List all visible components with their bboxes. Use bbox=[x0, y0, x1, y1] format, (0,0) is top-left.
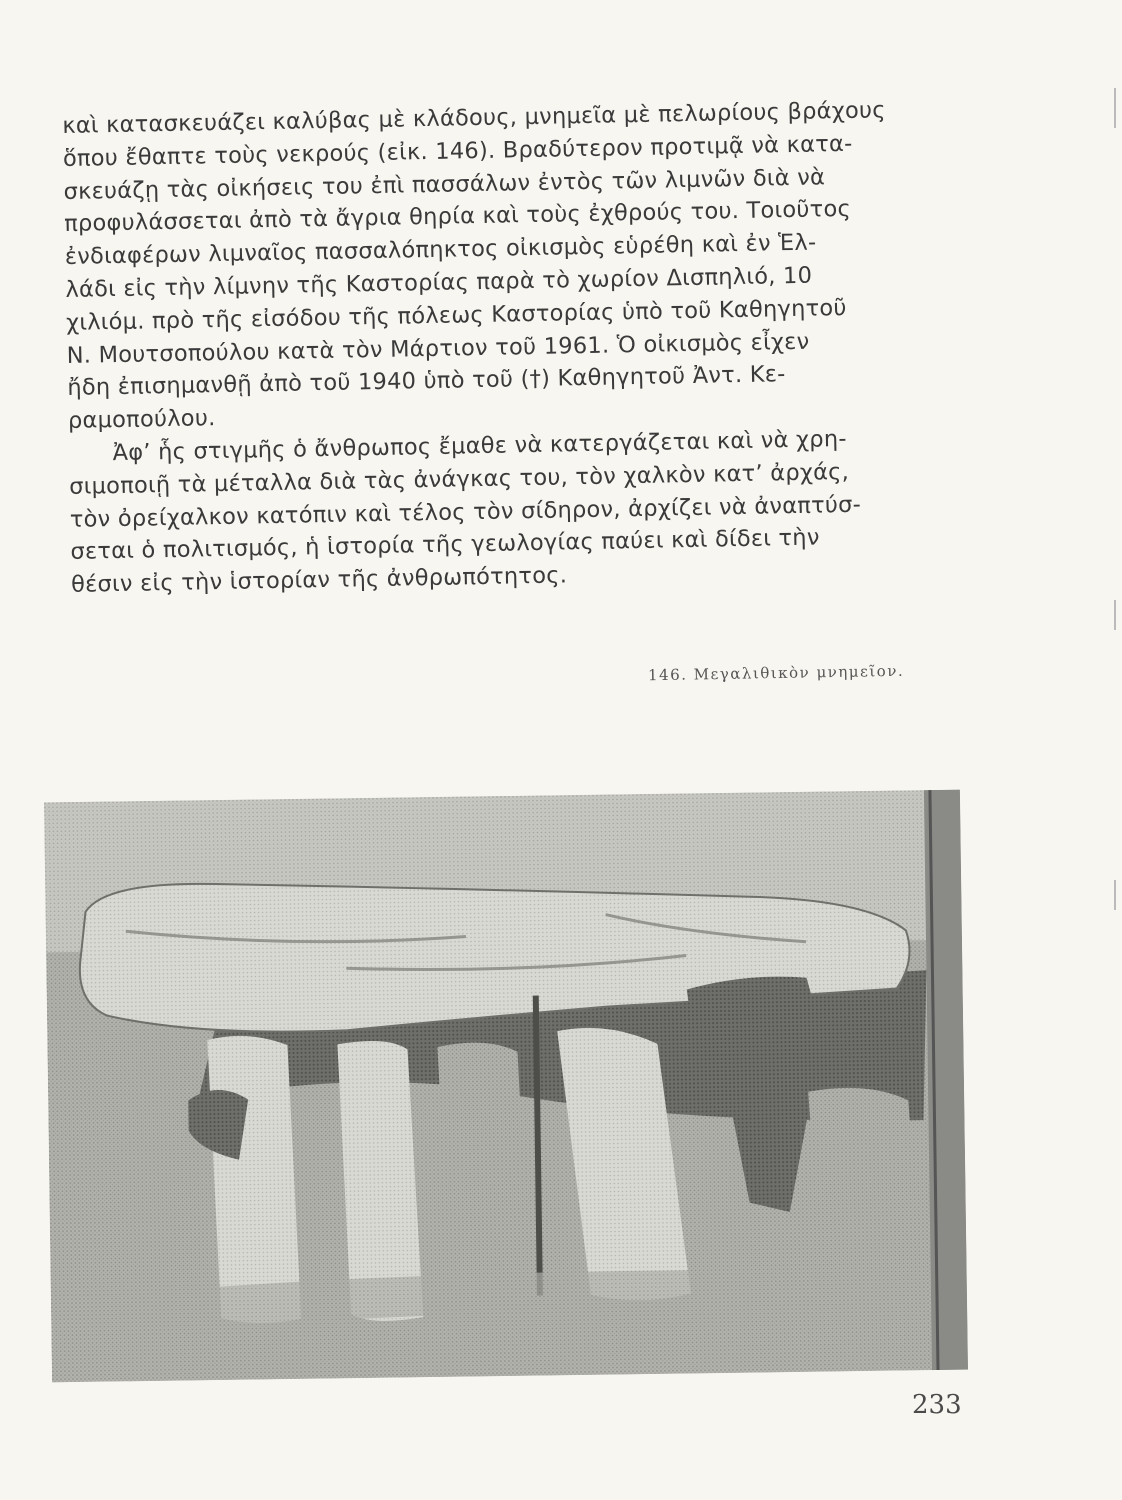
text-line: ἤδη ἐπισημανθῇ ἀπὸ τοῦ 1940 ὑπὸ τοῦ (†) Καθηγητοῦ Ἀντ. Κε- bbox=[67, 361, 786, 402]
text-line: ραμοπούλου. bbox=[67, 405, 216, 435]
text-line: σιμοποιῇ τὰ μέταλλα διὰ τὰς ἀνάγκας του, τὸν χαλκὸν κατ’ ἀρχάς, bbox=[68, 458, 850, 500]
text-line: τὸν ὀρείχαλκον κατόπιν καὶ τέλος τὸν σίδηρον, ἀρχίζει νὰ ἀναπτύσ- bbox=[69, 491, 862, 533]
body-text bbox=[62, 93, 951, 602]
text-line: λάδι εἰς τὴν λίμνην τῆς Καστορίας παρὰ τὸ χωρίον Δισπηλιό, 10 bbox=[65, 262, 813, 303]
scan-edge-mark bbox=[1114, 88, 1116, 128]
text-line: ἐνδιαφέρων λιμναῖος πασσαλόπηκτος οἰκισμὸς εὑρέθη καὶ ἐν Ἑλ- bbox=[64, 229, 817, 271]
text-line: σεται ὁ πολιτισμός, ἡ ἱστορία τῆς γεωλογίας παύει καὶ δίδει τὴν bbox=[70, 524, 820, 566]
text-line: καὶ κατασκευάζει καλύβας μὲ κλάδους, μνημεῖα μὲ πελωρίους βράχους bbox=[62, 97, 886, 139]
text-line: προφυλάσσεται ἀπὸ τὰ ἄγρια θηρία καὶ τοὺς ἐχθρούς του. Τοιοῦτος bbox=[63, 196, 852, 238]
page-number: 233 bbox=[912, 1390, 962, 1420]
text-line: σκευάζῃ τὰς οἰκήσεις του ἐπὶ πασσάλων ἐντὸς τῶν λιμνῶν διὰ νὰ bbox=[63, 163, 826, 205]
text-line: θέσιν εἰς τὴν ἱστορίαν τῆς ἀνθρωπότητος. bbox=[70, 562, 568, 599]
scan-edge-mark bbox=[1114, 600, 1116, 630]
text-line: Ἀφ’ ἧς στιγμῆς ὁ ἄνθρωπος ἔμαθε νὰ κατεργάζεται καὶ νὰ χρη- bbox=[112, 425, 847, 467]
scan-edge-mark bbox=[1114, 880, 1116, 910]
megalith-photo bbox=[44, 790, 968, 1383]
text-line: Ν. Μουτσοπούλου κατὰ τὸν Μάρτιον τοῦ 1961. Ὁ οἰκισμὸς εἶχεν bbox=[66, 328, 810, 369]
text-line: χιλιόμ. πρὸ τῆς εἰσόδου τῆς πόλεως Καστορίας ὑπὸ τοῦ Καθηγητοῦ bbox=[65, 294, 847, 336]
figure-caption: 146. Μεγαλιθικὸν μνημεῖον. bbox=[647, 661, 905, 685]
text-line: ὅπου ἔθαπτε τοὺς νεκρούς (εἰκ. 146). Βραδύτερον προτιμᾷ νὰ κατα- bbox=[62, 130, 853, 172]
